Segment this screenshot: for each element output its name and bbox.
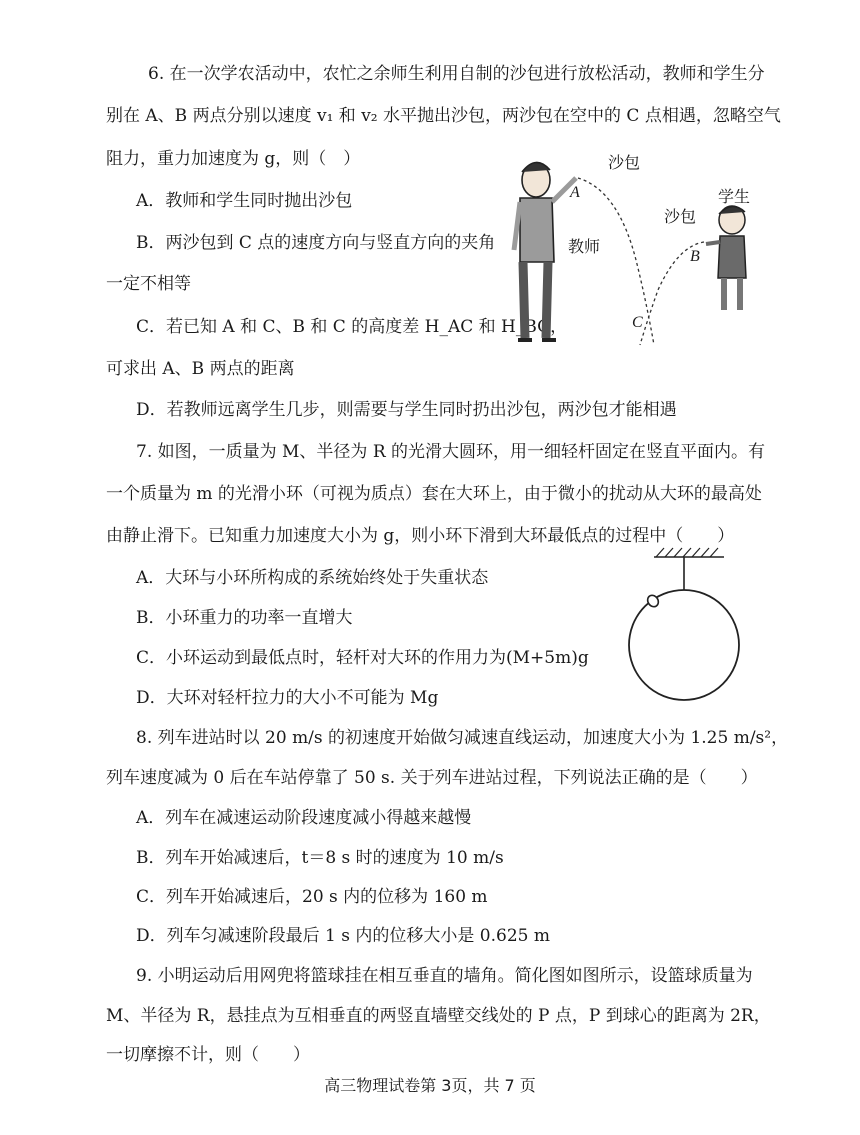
q8-option-d: D．列车匀减速阶段最后 1 s 内的位移大小是 0.625 m (136, 926, 550, 946)
q7-ring-figure (620, 545, 750, 705)
label-sandbag-student: 沙包 (664, 207, 697, 226)
label-teacher: 教师 (568, 237, 601, 256)
q8-stem-line2: 列车速度减为 0 后在车站停靠了 50 s. 关于列车进站过程，下列说法正确的是（ ） (106, 768, 758, 788)
q6-option-c-line2: 可求出 A、B 两点的距离 (106, 359, 295, 379)
large-ring (629, 590, 739, 700)
q7-option-a: A．大环与小环所构成的系统始终处于失重状态 (136, 568, 489, 588)
q6-option-a: A．教师和学生同时抛出沙包 (136, 191, 353, 211)
q6-stem-line2: 别在 A、B 两点分别以速度 v₁ 和 v₂ 水平抛出沙包，两沙包在空中的 C 点相遇，忽略空气 (106, 106, 781, 126)
q8-option-c: C．列车开始减速后，20 s 内的位移为 160 m (136, 887, 488, 907)
q7-option-d: D．大环对轻杆拉力的大小不可能为 Mg (136, 688, 439, 708)
q6-option-b-line1: B．两沙包到 C 点的速度方向与竖直方向的夹角 (136, 233, 496, 253)
q6-throw-figure (508, 150, 778, 350)
point-b-label: B (690, 248, 700, 265)
q9-stem-line3: 一切摩擦不计，则（ ） (106, 1045, 310, 1065)
label-student: 学生 (718, 187, 751, 206)
q8-stem-line1: 8. 列车进站时以 20 m/s 的初速度开始做匀减速直线运动，加速度大小为 1.25 m/s²， (136, 728, 789, 748)
teacher-illustration (514, 162, 576, 340)
q7-option-c: C．小环运动到最低点时，轻杆对大环的作用力为(M+5m)g (136, 648, 589, 668)
q6-stem-line1: 6. 在一次学农活动中，农忙之余师生利用自制的沙包进行放松活动，教师和学生分 (148, 64, 765, 84)
q6-stem-line3: 阻力，重力加速度为 g，则（ ） (106, 149, 361, 169)
q9-stem-line2: M、半径为 R，悬挂点为互相垂直的两竖直墙壁交线处的 P 点，P 到球心的距离为 2R， (106, 1006, 771, 1026)
q7-stem-line2: 一个质量为 m 的光滑小环（可视为质点）套在大环上，由于微小的扰动从大环的最高处 (106, 484, 762, 504)
q7-option-b: B．小环重力的功率一直增大 (136, 608, 353, 628)
q8-option-a: A．列车在减速运动阶段速度减小得越来越慢 (136, 808, 472, 828)
label-sandbag-teacher: 沙包 (608, 153, 641, 172)
point-c-label: C (632, 314, 643, 331)
student-illustration (706, 206, 746, 310)
q8-option-b: B．列车开始减速后，t＝8 s 时的速度为 10 m/s (136, 848, 504, 868)
q7-stem-line3: 由静止滑下。已知重力加速度大小为 g，则小环下滑到大环最低点的过程中（ ） (106, 526, 735, 546)
point-a-label: A (570, 184, 580, 201)
page-footer: 高三物理试卷第 3页，共 7 页 (324, 1076, 536, 1095)
q7-stem-line1: 7. 如图，一质量为 M、半径为 R 的光滑大圆环，用一细轻杆固定在竖直平面内。有 (136, 442, 766, 462)
ceiling-hatch (656, 548, 718, 557)
q6-option-b-line2: 一定不相等 (106, 274, 191, 294)
q6-option-d: D．若教师远离学生几步，则需要与学生同时扔出沙包，两沙包才能相遇 (136, 400, 677, 420)
q9-stem-line1: 9. 小明运动后用网兜将篮球挂在相互垂直的墙角。简化图如图所示，设篮球质量为 (136, 966, 753, 986)
q6-option-c-line1: C．若已知 A 和 C、B 和 C 的高度差 H_AC 和 H_BC， (136, 317, 568, 337)
